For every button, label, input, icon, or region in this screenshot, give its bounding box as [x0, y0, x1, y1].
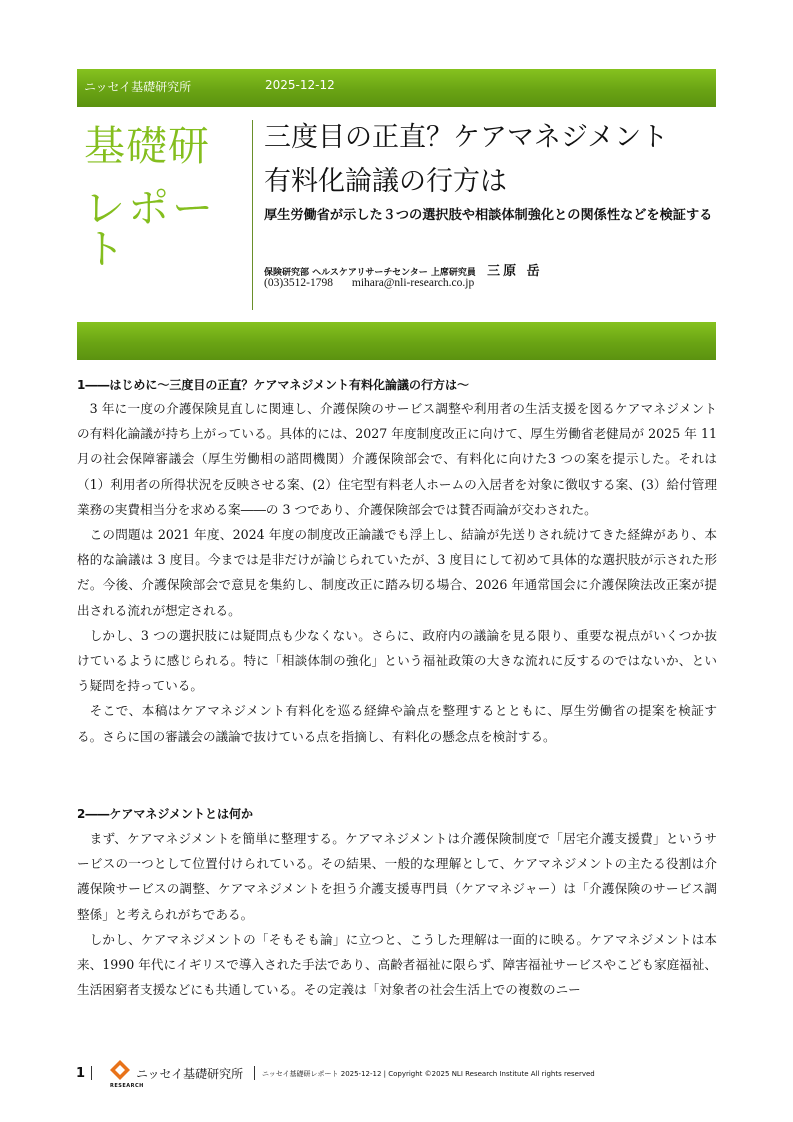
page-footer [76, 1058, 716, 1098]
section-heading: 2――ケアマネジメントとは何か [77, 807, 253, 821]
page-number: 1 [76, 1066, 86, 1081]
section-1-heading-block [77, 376, 717, 394]
section-1-body [77, 396, 717, 749]
author-phone: (03)3512-1798 [264, 277, 333, 289]
author-contact [264, 277, 474, 289]
report-title-line-2: 有料化論議の行方は [264, 166, 507, 197]
author-affiliation: 保険研究部 ヘルスケアリサーチセンター 上席研究員 [264, 268, 476, 278]
report-date: 2025-12-12 [265, 78, 335, 92]
author-email[interactable]: mihara@nli-research.co.jp [351, 277, 475, 289]
header-bar [77, 69, 716, 107]
title-divider [252, 120, 253, 310]
org-name: ニッセイ基礎研究所 [84, 80, 192, 94]
report-subtitle: 厚生労働省が示した３つの選択肢や相談体制強化との関係性などを検証する [264, 208, 713, 223]
footer-divider [254, 1066, 255, 1080]
nli-logo-icon [110, 1060, 130, 1080]
footer-logo-text: ニッセイ基礎研究所 [136, 1067, 244, 1081]
paragraph: そこで、本稿はケアマネジメント有料化を巡る経緯や論点を整理するとともに、厚生労働省の提案を検証する。さらに国の審議会の議論で抜けている点を指摘し、有料化の懸念点を検討する。 [77, 703, 717, 744]
footer-divider [91, 1066, 92, 1080]
section-heading: 1――はじめに～三度目の正直？ケアマネジメント有料化論議の行方は～ [77, 378, 469, 392]
paragraph: しかし、ケアマネジメントの「そもそも論」に立つと、こうした理解は一面的に映る。ケアマネジメントは本来、1990 年代にイギリスで導入された手法であり、高齢者福祉に限らず、障害福祉サービスやこども家庭福祉、生活困窮者支援などにも共通している。その定義は「対象者の社会生活上での複数のニー [77, 931, 717, 998]
report-title-line-1: 三度目の正直？ケアマネジメント [264, 122, 669, 153]
copyright: ニッセイ基礎研レポート 2025-12-12 | Copyright ©2025 NLI Research Institute All rights reserved [262, 1070, 595, 1078]
paragraph: この問題は 2021 年度、2024 年度の制度改正論議でも浮上し、結論が先送りされ続けてきた経緯があり、本格的な論議は 3 度目。今までは是非だけが論じられていたが、3 度目にして初めて具体的な選択肢が示された形だ。今後、介護保険部会で意見を集約し、制度改正に踏み切る場合、2026 年通常国会に介護保険法改正案が提出される流れが想定される。 [77, 527, 717, 618]
footer-logo-sub: RESEARCH [110, 1083, 144, 1089]
paragraph: 3 年に一度の介護保険見直しに関連し、介護保険のサービス調整や利用者の生活支援を図るケアマネジメントの有料化論議が持ち上がっている。具体的には、2027 年度制度改正に向けて、厚生労働省老健局が 2025 年 11 月の社会保障審議会（厚生労働相の諮問機関）介護保険部会で、有料化に向けた3 つの案を提示した。それは（1）利用者の所得状況を反映させる案、(2）住宅型有料老人ホームの入居者を対象に徴収する案、(3）給付管理業務の実費相当分を求める案――の 3 つであり、介護保険部会では賛否両論が交わされた。 [77, 401, 717, 517]
section-band [77, 322, 716, 360]
section-2-body [77, 826, 717, 1002]
author-name: 三原 岳 [487, 264, 543, 279]
brand-line-1: 基礎研 [84, 122, 210, 170]
brand-line-2: レポート [84, 184, 216, 273]
paragraph: しかし、3 つの選択肢には疑問点も少なくない。さらに、政府内の議論を見る限り、重要な視点がいくつか抜けているように感じられる。特に「相談体制の強化」という福祉政策の大きな流れに反するのではないか、という疑問を持っている。 [77, 627, 717, 694]
section-2-heading-block [77, 805, 717, 823]
paragraph: まず、ケアマネジメントを簡単に整理する。ケアマネジメントは介護保険制度で「居宅介護支援費」というサービスの一つとして位置付けられている。その結果、一般的な理解として、ケアマネジメントの主たる役割は介護保険サービスの調整、ケアマネジメントを担う介護支援専門員（ケアマネジャー）は「介護保険のサービス調整係」と考えられがちである。 [77, 831, 717, 922]
